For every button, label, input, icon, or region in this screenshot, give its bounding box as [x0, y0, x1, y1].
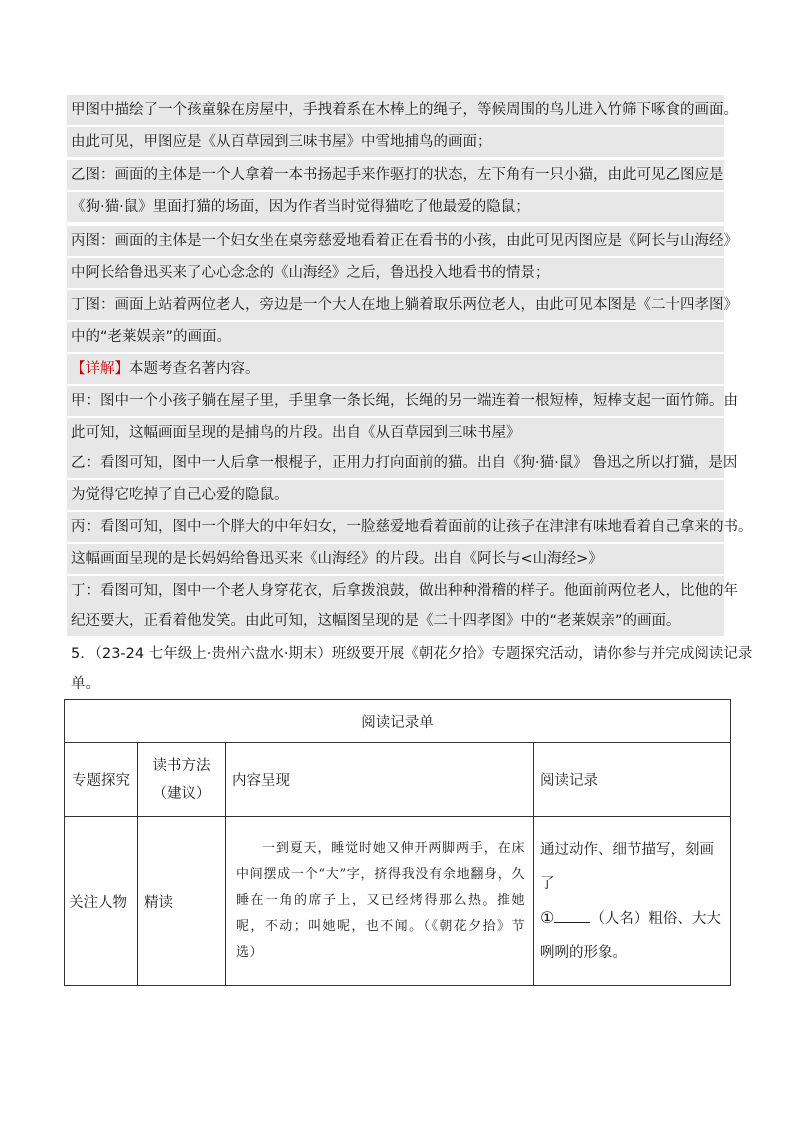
- detail-line: 丁：看图可知，图中一个老人身穿花衣，后拿拨浪鼓，做出种种滑稽的样子。他面前两位老人，比他的年: [71, 583, 738, 599]
- detail-tag: 【详解】: [71, 361, 129, 377]
- reading-record-table: [64, 699, 731, 986]
- record-pre: 通过动作、细节描写，刻画了: [540, 841, 714, 892]
- detail-line: 这幅画面呈现的是长妈妈给鲁迅买来《山海经》的片段。出自《阿长与<山海经>》: [71, 551, 603, 567]
- answer-blank-1[interactable]: [554, 906, 590, 923]
- detail-line: 纪还要大，正看着他发笑。由此可知，这幅图呈现的是《二十四孝图》中的“老莱娱亲”的画面。: [71, 613, 681, 629]
- detail-line: 乙：看图可知，图中一人后拿一根棍子，正用力打向面前的猫。出自《狗·猫·鼠》 鲁迅之所以打猫，是因: [71, 455, 738, 471]
- question-line: 单。: [71, 676, 100, 692]
- detail-heading: [71, 359, 260, 379]
- header-record: 阅读记录: [534, 743, 731, 817]
- header-method-line2: （建议）: [152, 785, 211, 802]
- row-topic: 关注人物: [65, 817, 138, 986]
- analysis-line: 《狗·猫·鼠》里面打猫的场面，因为作者当时觉得猫吃了他最爱的隐鼠；: [71, 199, 530, 215]
- record-mark: ①: [540, 907, 555, 927]
- excerpt-text: 一到夏天，睡觉时她又伸开两脚两手，在床中间摆成一个“大”字，挤得我没有余地翻身，久睡在一角的席子上，又已经烤得那么热。推她呢，不动；叫她呢，也不闻。（《朝花夕拾》节选）: [236, 841, 525, 960]
- excerpt-cell: [226, 817, 534, 986]
- analysis-line: 丙图：画面的主体是一个妇女坐在桌旁慈爱地看着正在看书的小孩，由此可见丙图应是《阿长与山海经》: [71, 233, 738, 249]
- header-method: [138, 743, 226, 817]
- detail-line: 此可知，这幅画面呈现的是捕鸟的片段。出自《从百草园到三味书屋》: [71, 425, 521, 441]
- header-method-line1: 读书方法: [152, 757, 211, 774]
- table-title: 阅读记录单: [65, 700, 731, 743]
- analysis-line: 由此可见，甲图应是《从百草园到三味书屋》中雪地捕鸟的画面；: [71, 134, 492, 150]
- record-post: （人名）粗俗、大大咧咧的形象。: [540, 910, 721, 961]
- detail-text: 本题考查名著内容。: [129, 361, 260, 377]
- detail-line: 丙：看图可知，图中一个胖大的中年妇女，一脸慈爱地看着面前的让孩子在津津有味地看着自己拿来的书。: [71, 519, 753, 535]
- analysis-line: 乙图：画面的主体是一个人拿着一本书扬起手来作驱打的状态，左下角有一只小猫，由此可见乙图应是: [71, 167, 724, 183]
- detail-line: 甲：图中一个小孩子躺在屋子里，手里拿一条长绳，长绳的另一端连着一根短棒，短棒支起一面竹筛。由: [71, 393, 738, 409]
- detail-line: 为觉得它吃掉了自己心爱的隐鼠。: [71, 487, 289, 503]
- analysis-line: 中的“老莱娱亲”的画面。: [71, 329, 232, 345]
- record-cell: [534, 817, 731, 986]
- analysis-line: 甲图中描绘了一个孩童躲在房屋中，手拽着系在木棒上的绳子，等候周围的鸟儿进入竹筛下啄食的画面。: [71, 102, 738, 118]
- analysis-line: 丁图：画面上站着两位老人，旁边是一个大人在地上躺着取乐两位老人，由此可见本图是《二十四孝图》: [71, 297, 738, 313]
- header-topic: 专题探究: [65, 743, 138, 817]
- analysis-line: 中阿长给鲁迅买来了心心念念的《山海经》之后，鲁迅投入地看书的情景；: [71, 265, 550, 281]
- row-method: 精读: [138, 817, 226, 986]
- question-line: 5．（23-24 七年级上·贵州六盘水·期末）班级要开展《朝花夕拾》专题探究活动，请你参与并完成阅读记录: [71, 646, 753, 662]
- header-content: 内容呈现: [226, 743, 534, 817]
